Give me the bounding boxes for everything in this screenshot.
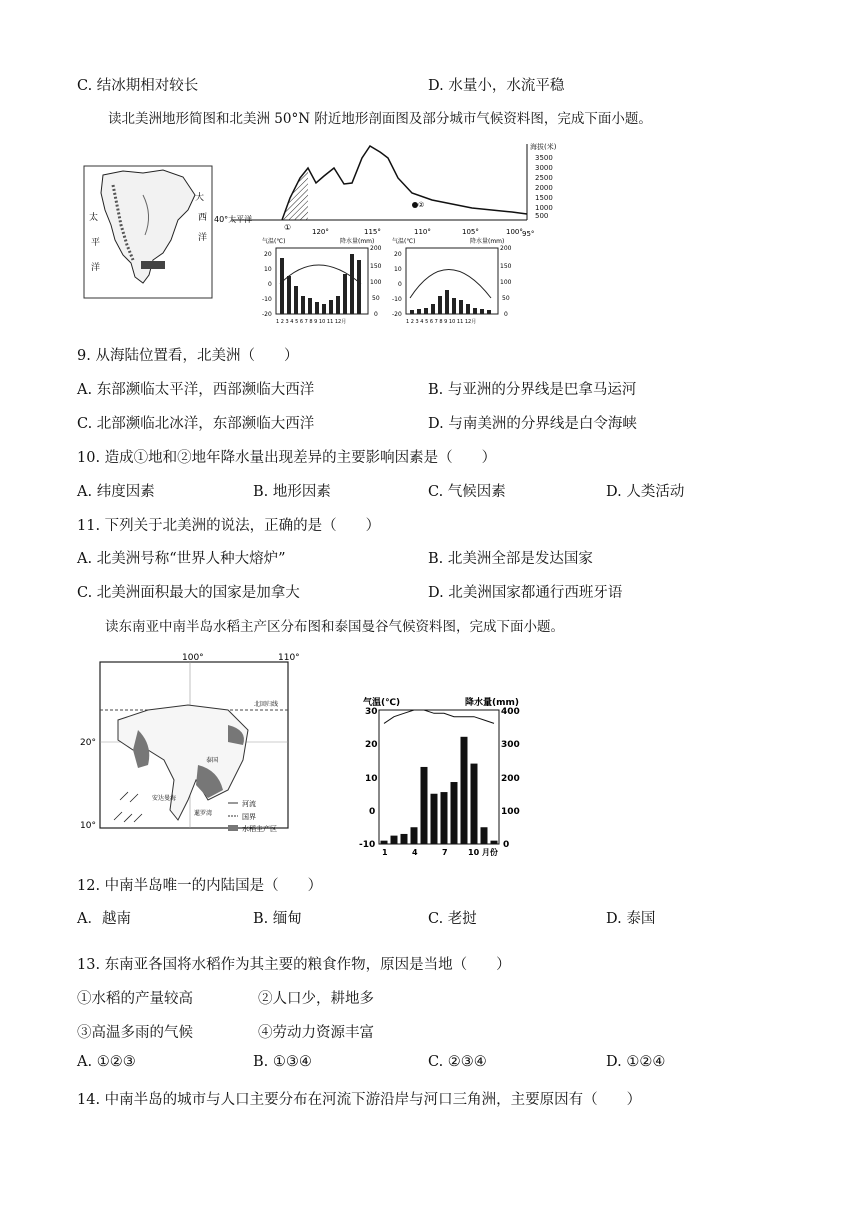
svg-text:北回归线: 北回归线 — [254, 701, 279, 708]
p-tick: 0 — [503, 840, 510, 850]
q13-option-a[interactable]: A. ①②③ — [77, 1054, 136, 1070]
q11-option-a[interactable]: A. 北美洲号称“世界人种大熔炉” — [77, 551, 286, 567]
q9-option-a[interactable]: A. 东部濒临太平洋，西部濒临大西洋 — [77, 382, 315, 398]
svg-text:泰国: 泰国 — [206, 757, 219, 764]
t-tick: 20 — [365, 740, 378, 750]
precip-bar — [451, 782, 458, 844]
precip-bar — [471, 764, 478, 844]
svg-text:-20: -20 — [262, 311, 272, 318]
q12-option-c[interactable]: C. 老挝 — [428, 911, 477, 927]
svg-text:降水量(mm): 降水量(mm) — [470, 238, 505, 245]
q13-statement-2: ②人口少，耕地多 — [258, 991, 374, 1007]
north-america-map — [83, 165, 213, 299]
svg-text:1000: 1000 — [535, 204, 553, 212]
precip-bar — [491, 841, 498, 844]
svg-text:水稻主产区: 水稻主产区 — [242, 825, 277, 833]
svg-text:20°: 20° — [80, 738, 96, 748]
svg-text:-20: -20 — [392, 311, 402, 318]
q13-statement-3: ③高温多雨的气候 — [77, 1025, 193, 1041]
climate-chart-1 — [262, 236, 386, 326]
svg-text:10°: 10° — [80, 821, 96, 831]
svg-text:①: ① — [284, 223, 292, 232]
svg-text:大: 大 — [195, 193, 205, 203]
q13-statement-1: ①水稻的产量较高 — [77, 991, 193, 1007]
svg-text:1 2 3 4 5 6 7 8 9 10 11 12月: 1 2 3 4 5 6 7 8 9 10 11 12月 — [276, 319, 347, 325]
q10-option-a[interactable]: A. 纬度因素 — [77, 484, 155, 500]
q11-option-c[interactable]: C. 北美洲面积最大的国家是加拿大 — [77, 585, 300, 601]
svg-text:安达曼海: 安达曼海 — [152, 795, 177, 802]
svg-text:10: 10 — [394, 266, 402, 273]
svg-text:0: 0 — [504, 311, 508, 318]
p-tick: 200 — [501, 774, 520, 784]
precip-bar — [401, 834, 408, 844]
precip-bar — [461, 737, 468, 844]
svg-text:西: 西 — [198, 213, 208, 223]
option-c-prev: C. 结冰期相对较长 — [77, 78, 199, 94]
chart-temp-label: 气温(℃) — [363, 698, 401, 708]
reading-intro-2: 读东南亚中南半岛水稻主产区分布图和泰国曼谷气候资料图，完成下面小题。 — [105, 619, 564, 635]
svg-text:120°: 120° — [312, 228, 329, 236]
month-tick: 10 月份 — [468, 848, 498, 856]
q11-option-d[interactable]: D. 北美洲国家都通行西班牙语 — [428, 585, 623, 601]
svg-text:20: 20 — [394, 251, 402, 258]
svg-text:-10: -10 — [392, 296, 402, 303]
month-tick: 7 — [442, 848, 448, 856]
terrain-profile — [212, 138, 597, 238]
svg-text:降水量(mm): 降水量(mm) — [340, 238, 375, 245]
month-tick: 4 — [412, 848, 418, 856]
q9-option-c[interactable]: C. 北部濒临北冰洋，东部濒临大西洋 — [77, 416, 315, 432]
reading-intro-1: 读北美洲地形简图和北美洲 50°N 附近地形剖面图及部分城市气候资料图，完成下面小题。 — [108, 111, 652, 127]
question-12: 12. 中南半岛唯一的内陆国是（ ） — [77, 878, 323, 894]
svg-text:海拔(米): 海拔(米) — [530, 143, 557, 151]
svg-text:150: 150 — [500, 263, 512, 270]
question-13: 13. 东南亚各国将水稻作为其主要的粮食作物，原因是当地（ ） — [77, 957, 511, 973]
climate-chart-2 — [392, 236, 516, 326]
svg-text:河流: 河流 — [242, 800, 256, 808]
t-tick: 10 — [365, 774, 378, 784]
precip-bar — [481, 827, 488, 844]
question-14: 14. 中南半岛的城市与人口主要分布在河流下游沿岸与河口三角洲，主要原因有（ ） — [77, 1092, 642, 1108]
svg-text:200: 200 — [370, 245, 382, 252]
q12-option-d[interactable]: D. 泰国 — [606, 911, 656, 927]
svg-text:500: 500 — [535, 212, 549, 220]
svg-text:100°: 100° — [506, 228, 523, 236]
svg-text:2000: 2000 — [535, 184, 553, 192]
svg-text:100: 100 — [500, 279, 512, 286]
svg-text:105°: 105° — [462, 228, 479, 236]
svg-text:暹罗湾: 暹罗湾 — [194, 810, 213, 817]
svg-text:-10: -10 — [262, 296, 272, 303]
svg-text:0: 0 — [398, 281, 402, 288]
svg-text:1500: 1500 — [535, 194, 553, 202]
svg-text:太: 太 — [89, 213, 99, 223]
question-10: 10. 造成①地和②地年降水量出现差异的主要影响因素是（ ） — [77, 450, 497, 466]
svg-text:100: 100 — [370, 279, 382, 286]
p-tick: 400 — [501, 707, 520, 717]
svg-text:洋: 洋 — [91, 263, 101, 273]
chart-precip-label: 降水量(mm) — [465, 698, 519, 708]
precip-bar — [421, 767, 428, 844]
svg-text:0: 0 — [268, 281, 272, 288]
q10-option-c[interactable]: C. 气候因素 — [428, 484, 506, 500]
t-tick: 30 — [365, 707, 378, 717]
svg-text:110°: 110° — [278, 653, 300, 663]
svg-text:2500: 2500 — [535, 174, 553, 182]
q9-option-d[interactable]: D. 与南美洲的分界线是白令海峡 — [428, 416, 637, 432]
q10-option-d[interactable]: D. 人类活动 — [606, 484, 685, 500]
precip-bar — [381, 841, 388, 844]
svg-text:气温(℃): 气温(℃) — [392, 238, 416, 245]
svg-text:10: 10 — [264, 266, 272, 273]
svg-text:100°: 100° — [182, 653, 204, 663]
p-tick: 300 — [501, 740, 520, 750]
precip-bar — [411, 827, 418, 844]
svg-text:40°太平洋: 40°太平洋 — [214, 215, 253, 224]
precip-bar — [441, 792, 448, 844]
svg-text:110°: 110° — [414, 228, 431, 236]
q12-option-b[interactable]: B. 缅甸 — [253, 911, 302, 927]
svg-text:200: 200 — [500, 245, 512, 252]
t-tick: -10 — [359, 840, 376, 850]
svg-text:20: 20 — [264, 251, 272, 258]
question-11: 11. 下列关于北美洲的说法，正确的是（ ） — [77, 518, 381, 534]
svg-text:国界: 国界 — [242, 813, 256, 821]
bangkok-climate-chart — [355, 694, 525, 856]
svg-text:150: 150 — [370, 263, 382, 270]
q9-option-b[interactable]: B. 与亚洲的分界线是巴拿马运河 — [428, 382, 637, 398]
q10-option-b[interactable]: B. 地形因素 — [253, 484, 331, 500]
svg-text:洋: 洋 — [198, 233, 208, 243]
svg-text:3000: 3000 — [535, 164, 553, 172]
svg-text:50: 50 — [372, 295, 380, 302]
svg-text:115°: 115° — [364, 228, 381, 236]
precip-bar — [431, 794, 438, 844]
svg-text:气温(℃): 气温(℃) — [262, 238, 286, 245]
q13-option-c[interactable]: C. ②③④ — [428, 1054, 487, 1070]
q13-statement-4: ④劳动力资源丰富 — [258, 1025, 374, 1041]
q12-option-a[interactable]: A．越南 — [77, 911, 131, 927]
q13-option-d[interactable]: D. ①②④ — [606, 1054, 666, 1070]
q13-option-b[interactable]: B. ①③④ — [253, 1054, 312, 1070]
temperature-line — [384, 710, 494, 723]
month-tick: 1 — [382, 848, 388, 856]
svg-text:平: 平 — [91, 238, 101, 248]
q11-option-b[interactable]: B. 北美洲全部是发达国家 — [428, 551, 593, 567]
precip-bar — [391, 836, 398, 844]
svg-text:3500: 3500 — [535, 154, 553, 162]
option-d-prev: D. 水量小，水流平稳 — [428, 78, 565, 94]
indochina-rice-map — [78, 650, 300, 840]
t-tick: 0 — [369, 807, 376, 817]
svg-text:0: 0 — [374, 311, 378, 318]
question-9: 9. 从海陆位置看，北美洲（ ） — [77, 348, 299, 364]
svg-text:②: ② — [418, 201, 425, 209]
svg-text:95°: 95° — [522, 230, 535, 238]
svg-text:1 2 3 4 5 6 7 8 9 10 11 12月: 1 2 3 4 5 6 7 8 9 10 11 12月 — [406, 319, 477, 325]
svg-text:50: 50 — [502, 295, 510, 302]
p-tick: 100 — [501, 807, 520, 817]
